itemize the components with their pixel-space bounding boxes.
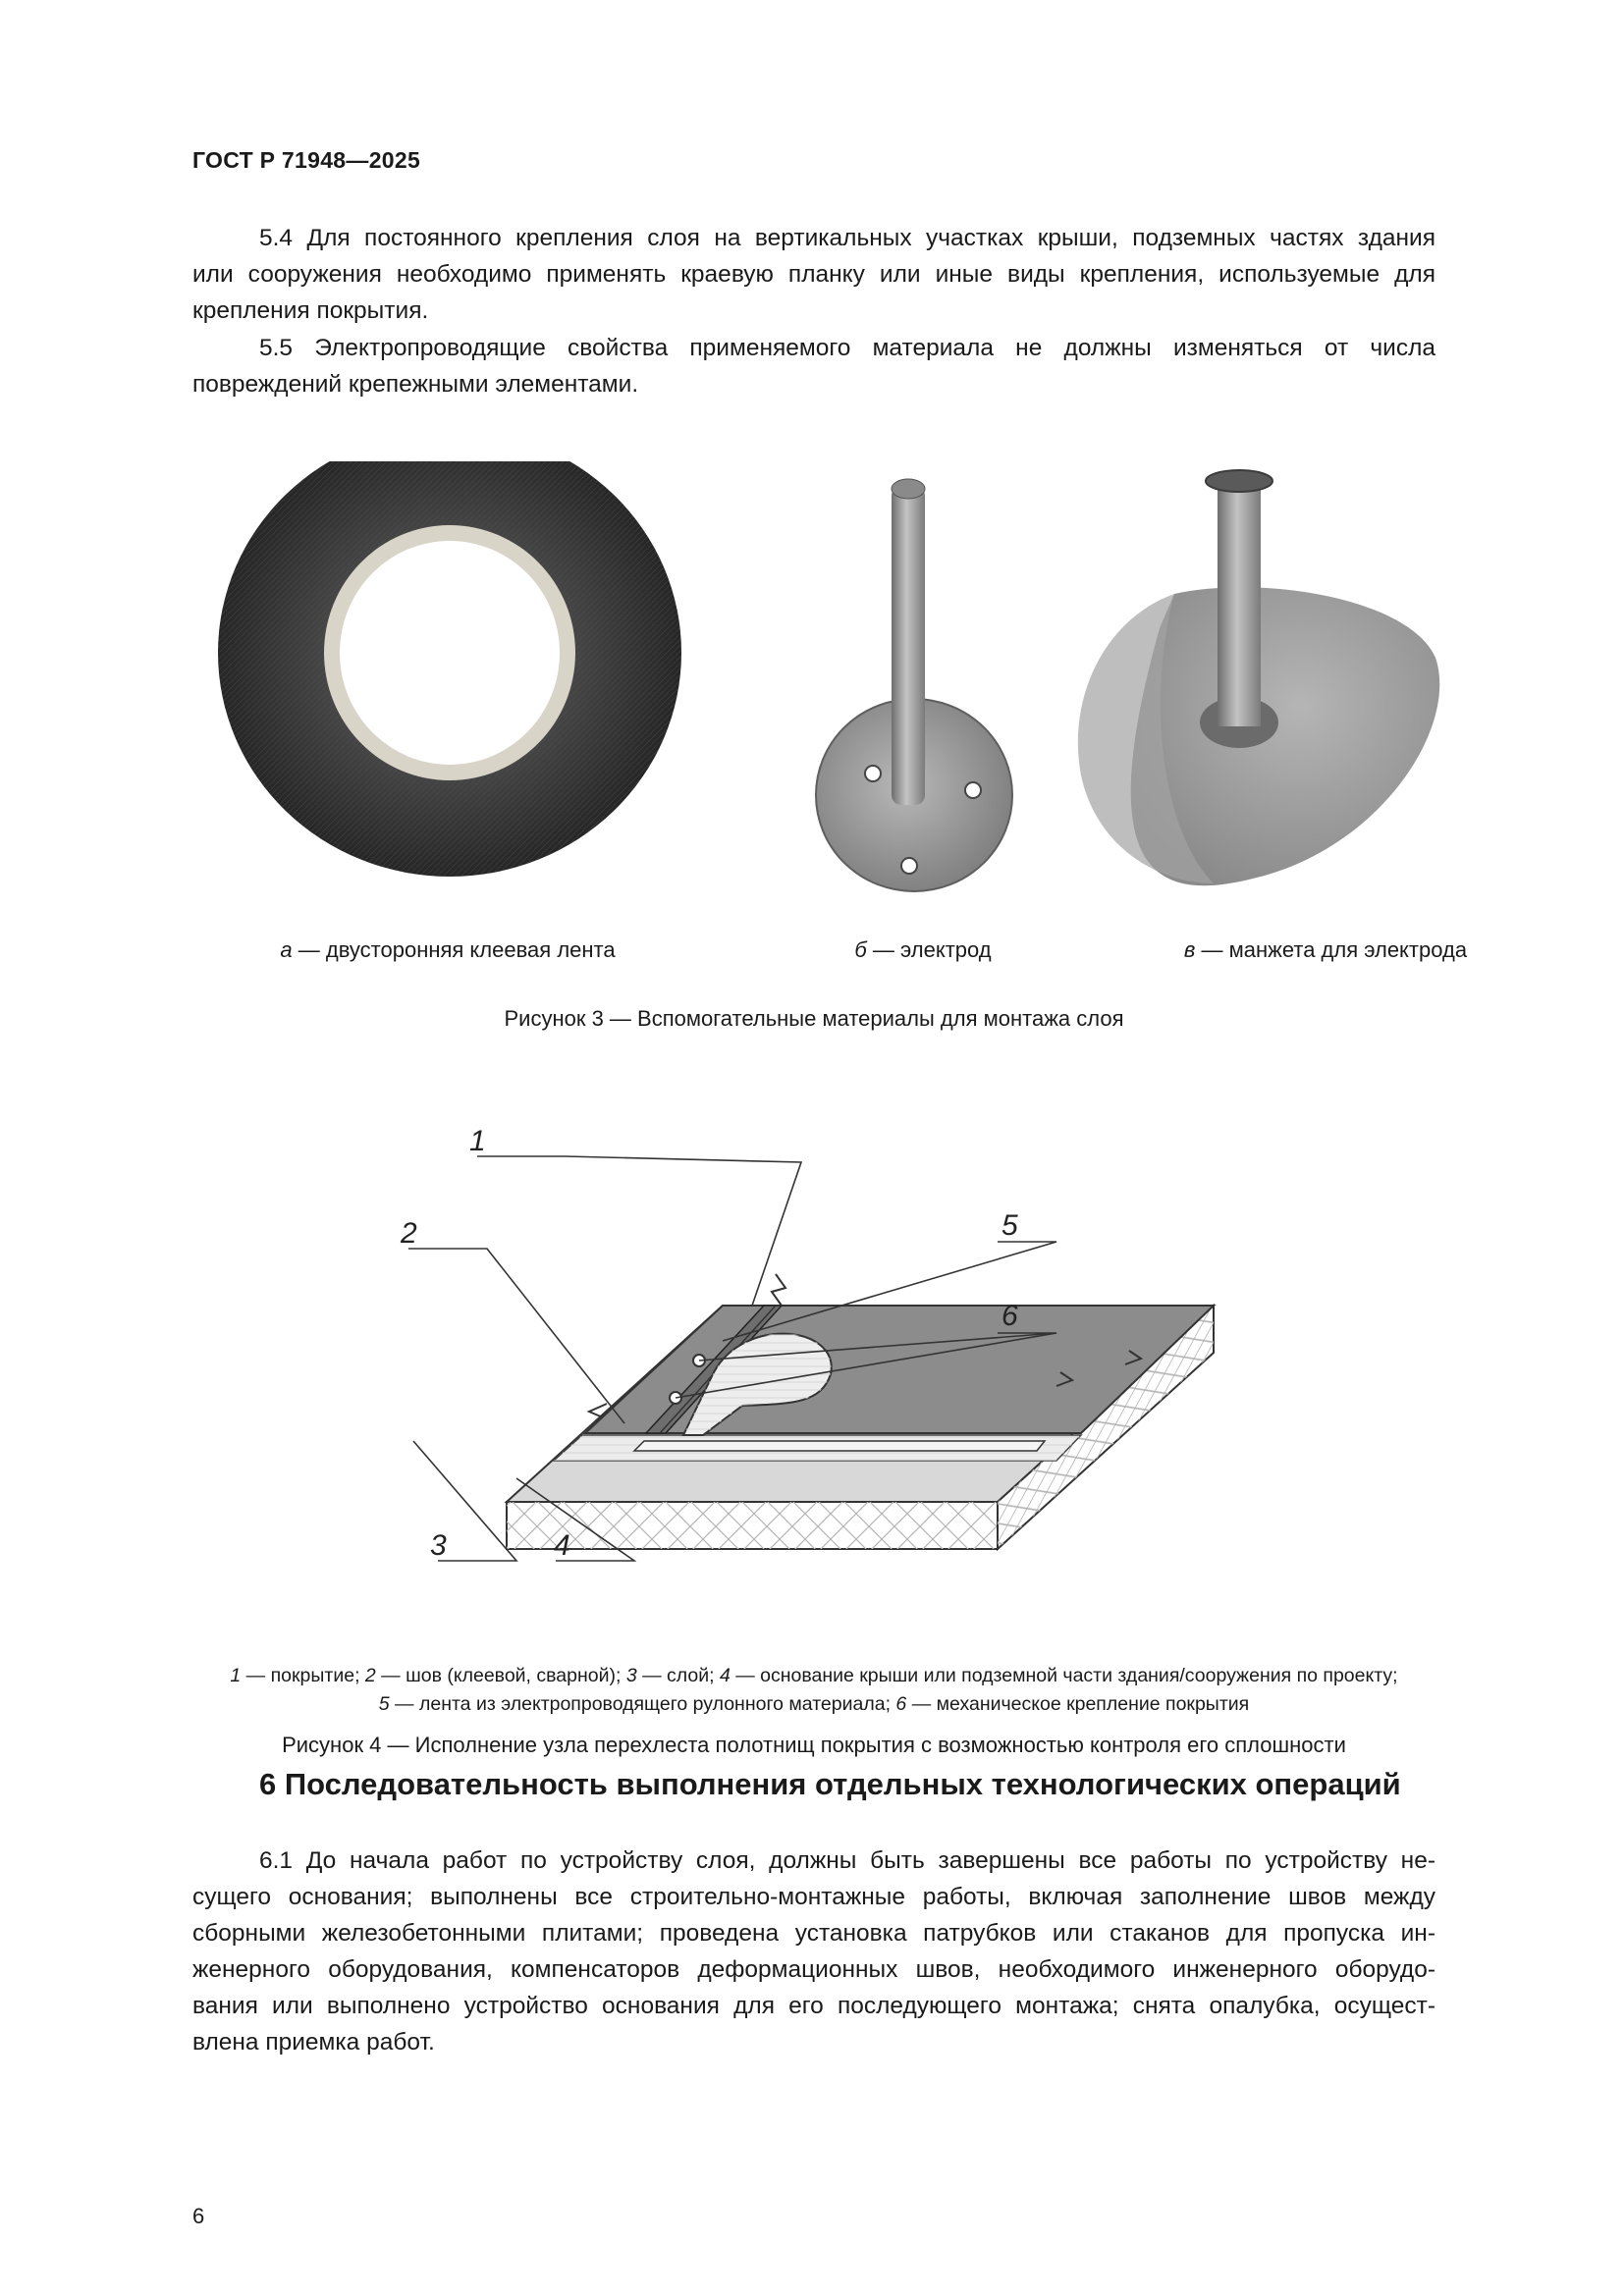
figure-4-caption: Рисунок 4 — Исполнение узла перехлеста полотнищ покрытия с возможностью контроля его сплошности	[282, 1733, 1346, 1757]
label-4: 4	[554, 1529, 570, 1562]
paragraph-6-1	[192, 1842, 1435, 2060]
text-line: или сооружения необходимо применять краевую планку или иные виды крепления, используемые для	[192, 261, 1435, 288]
text-line: 5.5 Электропроводящие свойства применяемого материала не должны изменяться от числа	[259, 335, 1435, 361]
text-line: 6.1 До начала работ по устройству слоя, должны быть завершены все работы по устройству не-	[259, 1847, 1435, 1874]
electrode-photo	[816, 479, 1012, 891]
figure-3a-caption	[192, 937, 703, 963]
text-line: женерного оборудования, компенсаторов деформационных швов, необходимого инженерного оборудо-	[192, 1956, 1435, 1983]
caption-text: — электрод	[866, 937, 992, 962]
document-header: ГОСТ Р 71948—2025	[192, 147, 421, 173]
legend-number: 3	[625, 1665, 637, 1686]
label-5: 5	[1001, 1209, 1018, 1242]
legend-text: — лента из электропроводящего рулонного материала;	[389, 1693, 896, 1715]
legend-number: 5	[378, 1693, 390, 1715]
legend-line	[192, 1662, 1435, 1690]
text-line: повреждений крепежными элементами.	[192, 371, 639, 398]
figure-3c-caption	[1129, 937, 1522, 963]
legend-line	[192, 1690, 1435, 1719]
caption-letter: в	[1183, 937, 1196, 962]
page-number: 6	[192, 2204, 205, 2228]
tape-roll-photo	[218, 461, 681, 877]
label-6: 6	[1001, 1300, 1018, 1332]
label-2: 2	[401, 1217, 417, 1250]
label-3: 3	[430, 1529, 447, 1562]
label-1: 1	[469, 1125, 486, 1157]
text-line: влена приемка работ.	[192, 2029, 435, 2056]
cuff-photo	[1078, 470, 1439, 885]
caption-letter: б	[854, 937, 867, 962]
text-line: 5.4 Для постоянного крепления слоя на вертикальных участках крыши, подземных частях здания	[259, 225, 1435, 251]
legend-text: — слой;	[636, 1665, 720, 1686]
paragraph-5-5	[192, 330, 1435, 402]
legend-number: 2	[364, 1665, 376, 1686]
caption-text: — двусторонняя клеевая лента	[292, 937, 616, 962]
text-line: сущего основания; выполнены все строительно-монтажные работы, включая заполнение швов между	[192, 1884, 1435, 1910]
paragraph-5-4	[192, 220, 1435, 329]
text-line: крепления покрытия.	[192, 297, 429, 324]
legend-text: — шов (клеевой, сварной);	[375, 1665, 626, 1686]
figure-4-diagram	[192, 1080, 1449, 1629]
legend-text: — основание крыши или подземной части здания/сооружения по проекту;	[730, 1665, 1398, 1686]
legend-text: — механическое крепление покрытия	[906, 1693, 1250, 1715]
caption-letter: а	[280, 937, 293, 962]
figure-4-legend	[192, 1662, 1435, 1719]
caption-text: — манжета для электрода	[1195, 937, 1468, 962]
legend-number: 4	[719, 1665, 731, 1686]
legend-number: 6	[895, 1693, 907, 1715]
text-line: сборными железобетонными плитами; проведена установка патрубков или стаканов для пропуска ин-	[192, 1920, 1435, 1947]
figure-3b-caption	[776, 937, 1070, 963]
figure-3-caption: Рисунок 3 — Вспомогательные материалы для монтажа слоя	[504, 1006, 1124, 1031]
section-6-title: 6 Последовательность выполнения отдельных технологических операций	[259, 1767, 1401, 1801]
legend-number: 1	[230, 1665, 242, 1686]
figure-3-photos	[192, 461, 1449, 923]
text-line: вания или выполнено устройство основания для его последующего монтажа; снята опалубка, осущест-	[192, 1993, 1435, 2019]
legend-text: — покрытие;	[241, 1665, 365, 1686]
